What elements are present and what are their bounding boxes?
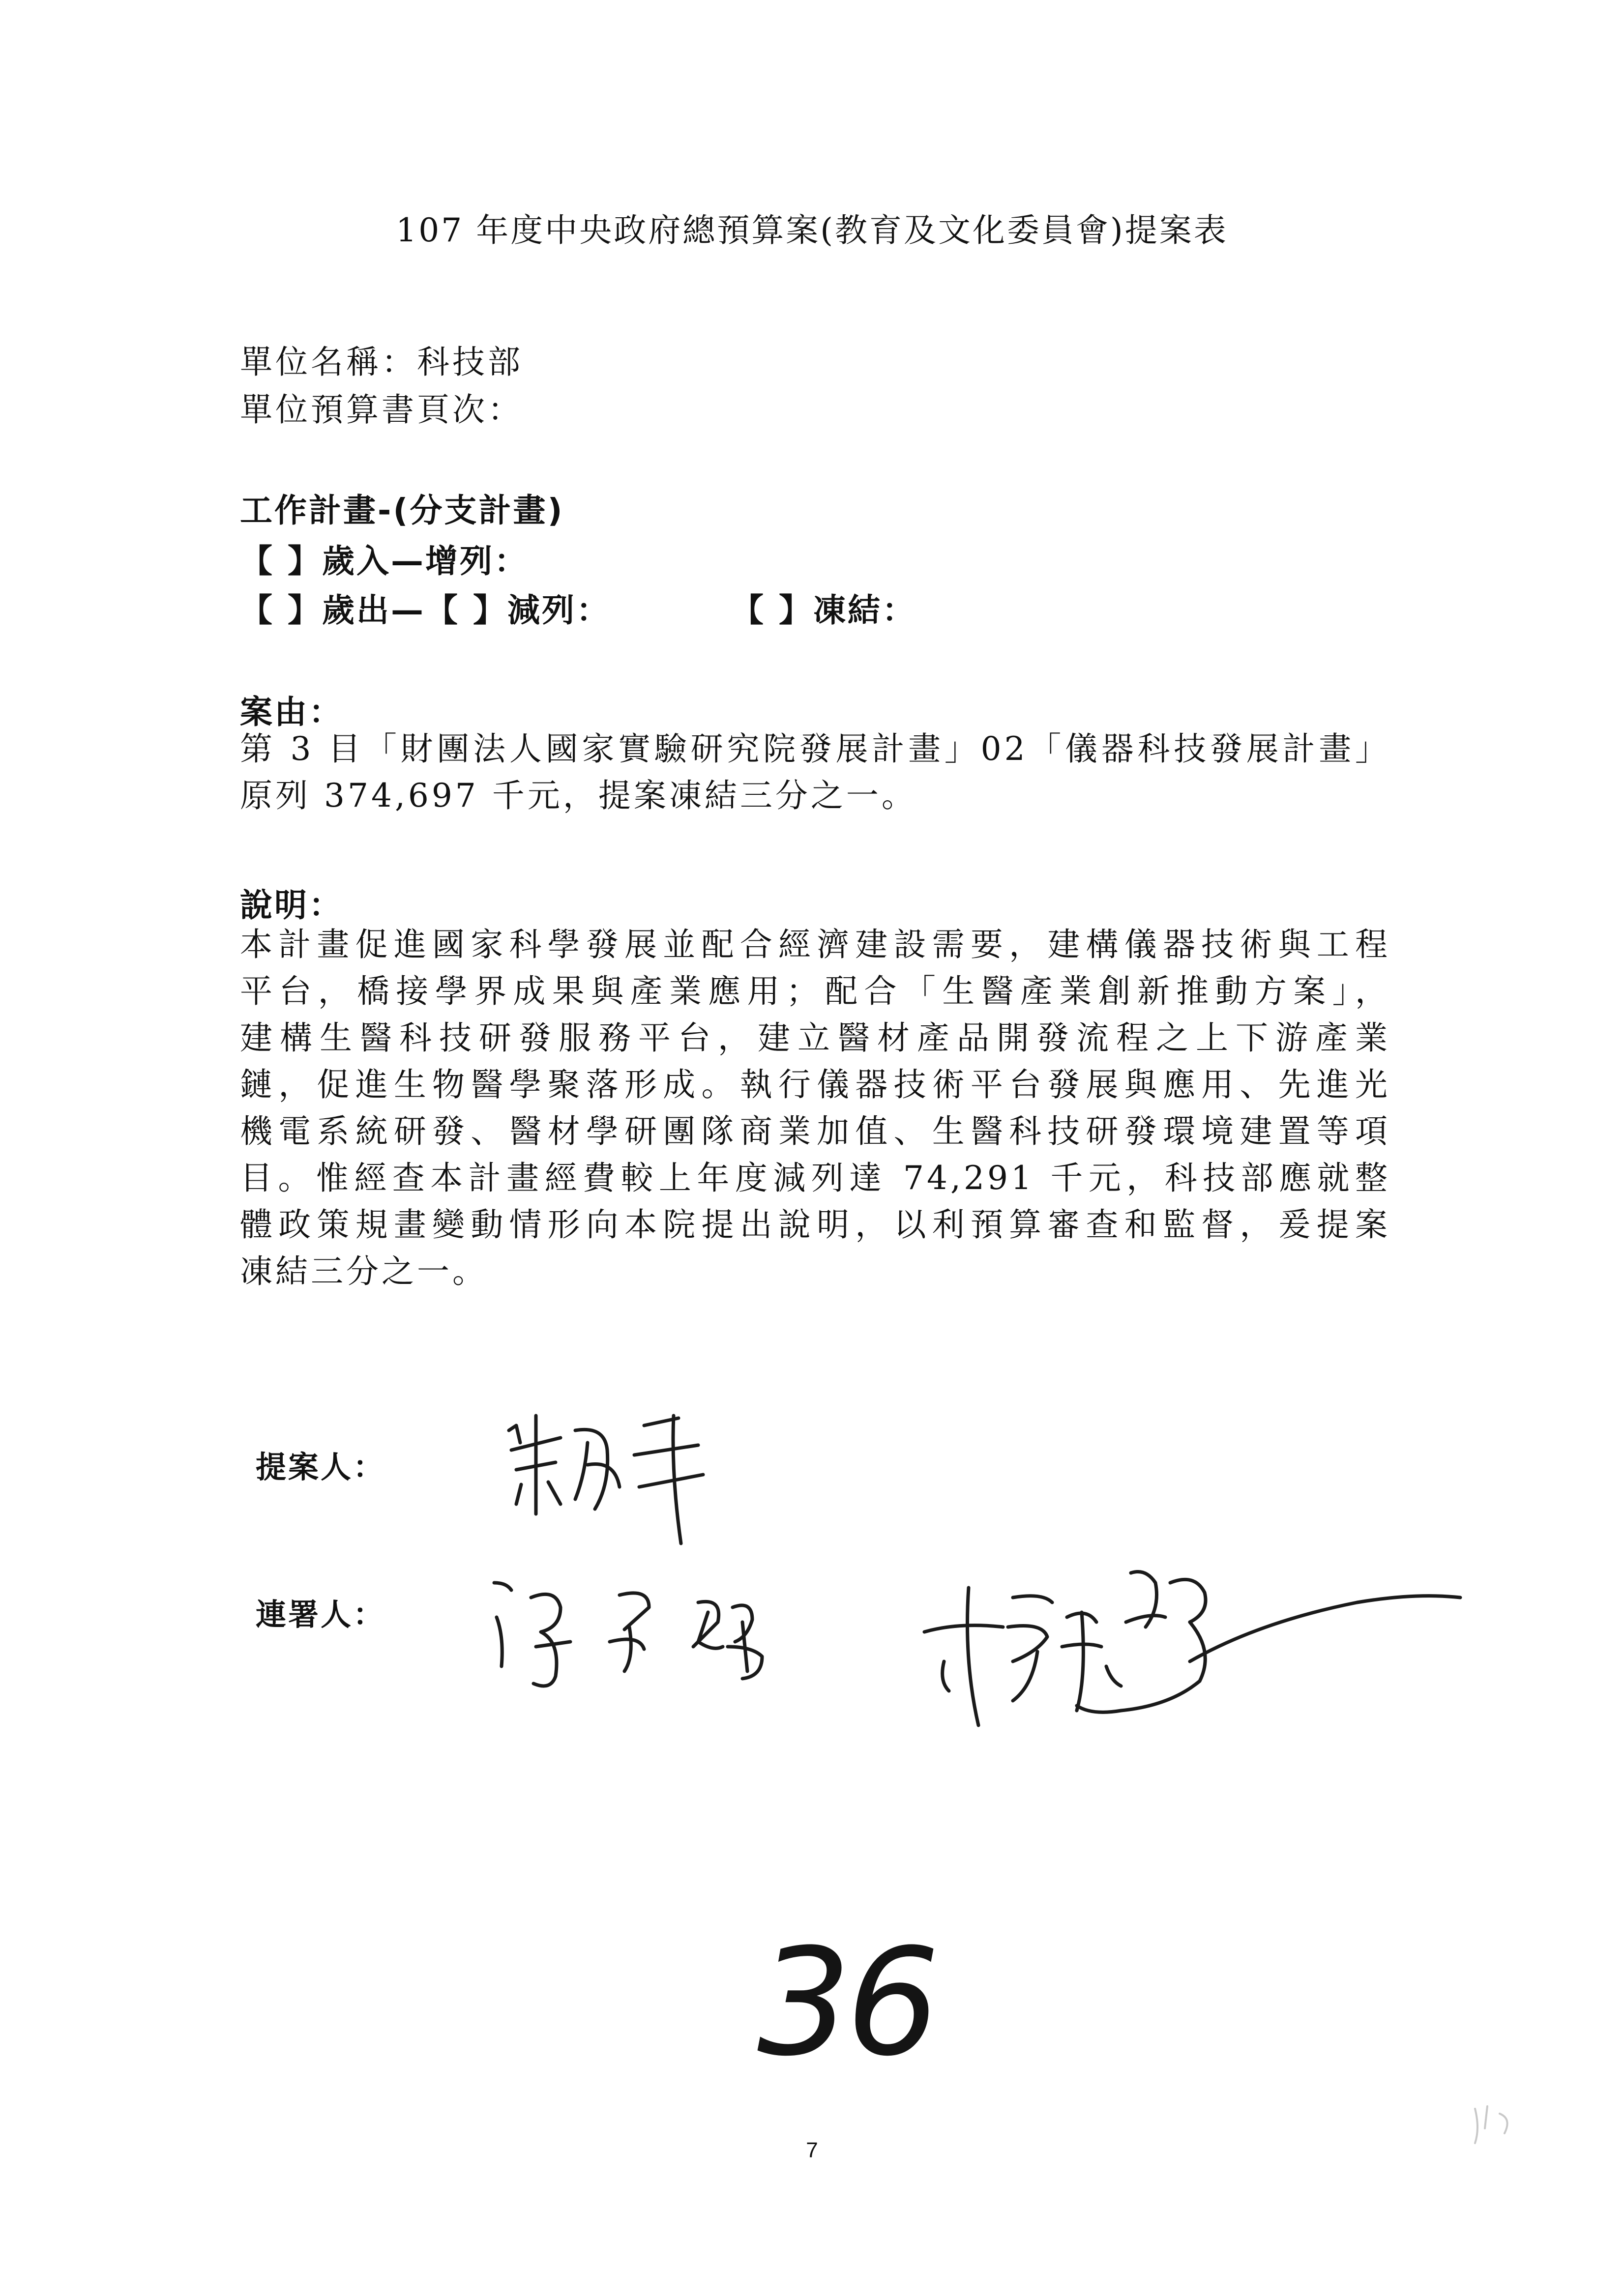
case-heading: 案由： xyxy=(240,693,343,731)
explanation-line: 鏈，促進生物醫學聚落形成。執行儀器技術平台發展與應用、先進光 xyxy=(240,1066,1390,1104)
page-number: 7 xyxy=(806,2138,818,2162)
unit-name: 單位名稱：科技部 xyxy=(240,343,523,381)
explanation-paragraph xyxy=(240,921,1390,1295)
cosigner-signature-2 xyxy=(915,1563,1470,1779)
explanation-line: 本計畫促進國家科學發展並配合經濟建設需要，建構儀器技術與工程 xyxy=(240,926,1390,963)
proposer-label: 提案人： xyxy=(256,1449,386,1485)
cosigner-signature-1 xyxy=(487,1573,806,1701)
explanation-line: 凍結三分之一。 xyxy=(240,1252,488,1290)
explanation-line: 體政策規畫變動情形向本院提出說明，以利預算審查和監督，爰提案 xyxy=(240,1206,1390,1244)
revenue-line: 【 】歲入—增列： xyxy=(240,542,529,580)
page-title: 107 年度中央政府總預算案(教育及文化委員會)提案表 xyxy=(396,211,1228,249)
explanation-line: 建構生醫科技研發服務平台，建立醫材產品開發流程之上下游產業 xyxy=(240,1019,1390,1057)
case-line: 第 3 目「財團法人國家實驗研究院發展計畫」02「儀器科技發展計畫」 xyxy=(240,730,1390,768)
scan-mark xyxy=(1465,2099,1524,2153)
work-plan-heading: 工作計畫-(分支計畫) xyxy=(240,492,564,529)
explanation-line: 機電系統研發、醫材學研團隊商業加值、生醫科技研發環境建置等項 xyxy=(240,1112,1390,1150)
cosigner-label: 連署人： xyxy=(256,1597,386,1632)
handwritten-number: 36 xyxy=(757,1917,935,2089)
explanation-line: 平台，橋接學界成果與產業應用；配合「生醫產業創新推動方案」， xyxy=(240,972,1390,1010)
explanation-heading: 說明： xyxy=(240,886,343,924)
proposer-signature xyxy=(502,1396,738,1553)
freeze-line: 【 】凍結： xyxy=(731,591,916,629)
case-line: 原列 374,697 千元，提案凍結三分之一。 xyxy=(240,777,917,814)
expenditure-line: 【 】歲出—【 】減列： xyxy=(240,591,611,629)
explanation-line: 目。惟經查本計畫經費較上年度減列達 74,291 千元，科技部應就整 xyxy=(240,1159,1390,1197)
case-paragraph xyxy=(240,726,1390,819)
unit-budget-page: 單位預算書頁次： xyxy=(240,391,523,429)
